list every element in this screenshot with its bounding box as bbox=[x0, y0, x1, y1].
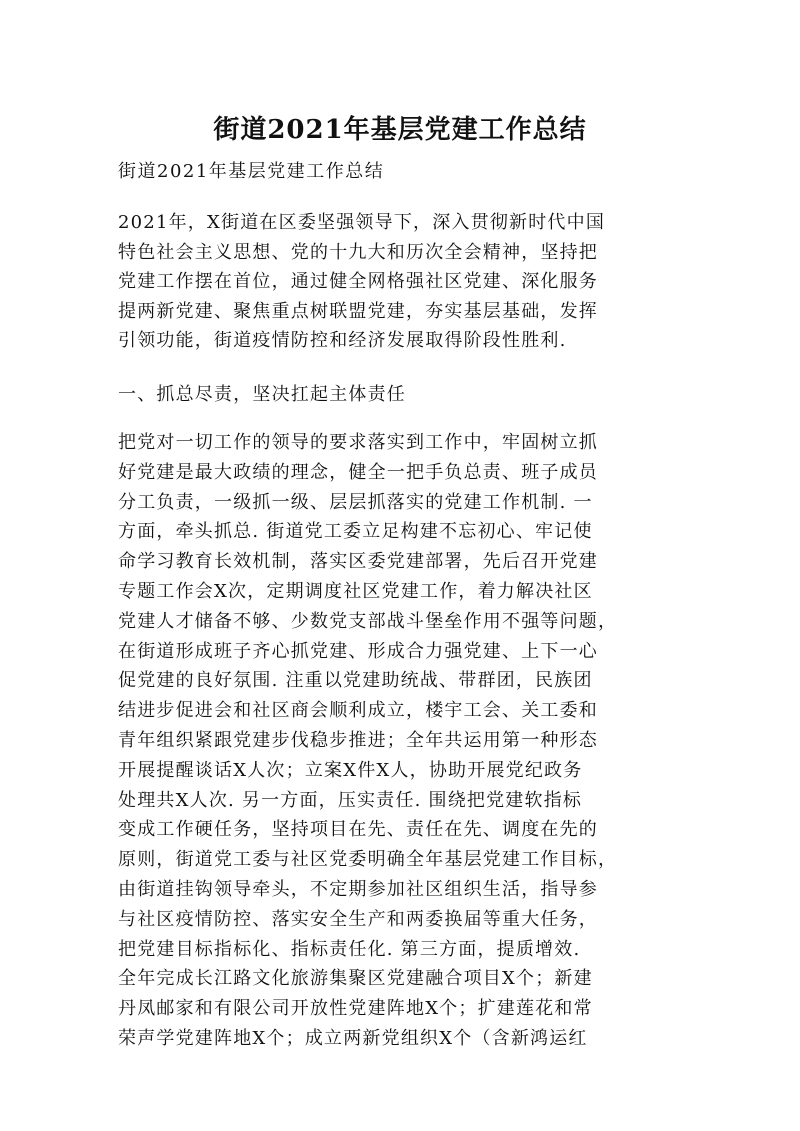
paragraph-line: 荣声学党建阵地X个；成立两新党组织X个（含新鸿运红 bbox=[118, 1027, 588, 1049]
paragraph-line: 党建工作摆在首位，通过健全网格强社区党建、深化服务 bbox=[118, 271, 598, 292]
paragraph-line: 把党建目标指标化、指标责任化. 第三方面，提质增效. bbox=[118, 938, 581, 960]
paragraph-line: 把党对一切工作的领导的要求落实到工作中，牢固树立抓 bbox=[118, 432, 598, 453]
paragraph-line: 党建人才储备不够、少数党支部战斗堡垒作用不强等问题， bbox=[118, 610, 618, 632]
paragraph-line: 处理共X人次. 另一方面，压实责任. 围绕把党建软指标 bbox=[118, 789, 583, 811]
section-heading bbox=[118, 380, 678, 410]
paragraph-line: 2021年，X街道在区委坚强领导下，深入贯彻新时代中国 bbox=[118, 212, 606, 233]
paragraph-line: 方面，牵头抓总. 街道党工委立足构建不忘初心、牢记使 bbox=[118, 521, 593, 543]
paragraph-line: 专题工作会X次，定期调度社区党建工作，着力解决社区 bbox=[118, 580, 593, 602]
paragraph-line: 引领功能，街道疫情防控和经济发展取得阶段性胜利. bbox=[118, 330, 567, 351]
paragraph-line: 全年完成长江路文化旅游集聚区党建融合项目X个；新建 bbox=[118, 968, 593, 990]
paragraph-line: 开展提醒谈话X人次；立案X件X人，协助开展党纪政务 bbox=[118, 759, 583, 781]
section-heading-text: 一、抓总尽责，坚决扛起主体责任 bbox=[118, 384, 406, 405]
document-title: 街道2021年基层党建工作总结 bbox=[213, 115, 587, 145]
paragraph-line: 变成工作硬任务，坚持项目在先、责任在先、调度在先的 bbox=[118, 819, 598, 841]
document-subtitle: 街道2021年基层党建工作总结 bbox=[118, 161, 385, 182]
paragraph-line: 结进步促进会和社区商会顺利成立，楼宇工会、关工委和 bbox=[118, 700, 598, 722]
paragraph-line: 与社区疫情防控、落实安全生产和两委换届等重大任务， bbox=[118, 908, 598, 930]
paragraph-line: 好党建是最大政绩的理念，健全一把手负总责、班子成员 bbox=[118, 461, 598, 483]
paragraph-line: 提两新党建、聚焦重点树联盟党建，夯实基层基础，发挥 bbox=[118, 300, 598, 322]
paragraph-line: 丹凤邮家和有限公司开放性党建阵地X个；扩建莲花和常 bbox=[118, 998, 593, 1020]
intro-paragraph bbox=[118, 208, 678, 356]
section-paragraph bbox=[118, 428, 678, 1054]
paragraph-line: 由街道挂钩领导牵头，不定期参加社区组织生活，指导参 bbox=[118, 878, 598, 900]
paragraph-line: 特色社会主义思想、党的十九大和历次全会精神，坚持把 bbox=[118, 241, 598, 263]
paragraph-line: 命学习教育长效机制，落实区委党建部署，先后召开党建 bbox=[118, 551, 598, 573]
paragraph-line: 分工负责，一级抓一级、层层抓落实的党建工作机制. 一 bbox=[118, 491, 593, 513]
paragraph-line: 青年组织紧跟党建步伐稳步推进；全年共运用第一种形态 bbox=[118, 729, 598, 751]
paragraph-line: 促党建的良好氛围. 注重以党建助统战、带群团，民族团 bbox=[118, 670, 593, 692]
paragraph-line: 在街道形成班子齐心抓党建、形成合力强党建、上下一心 bbox=[118, 640, 598, 662]
paragraph-line: 原则，街道党工委与社区党委明确全年基层党建工作目标， bbox=[118, 849, 618, 871]
